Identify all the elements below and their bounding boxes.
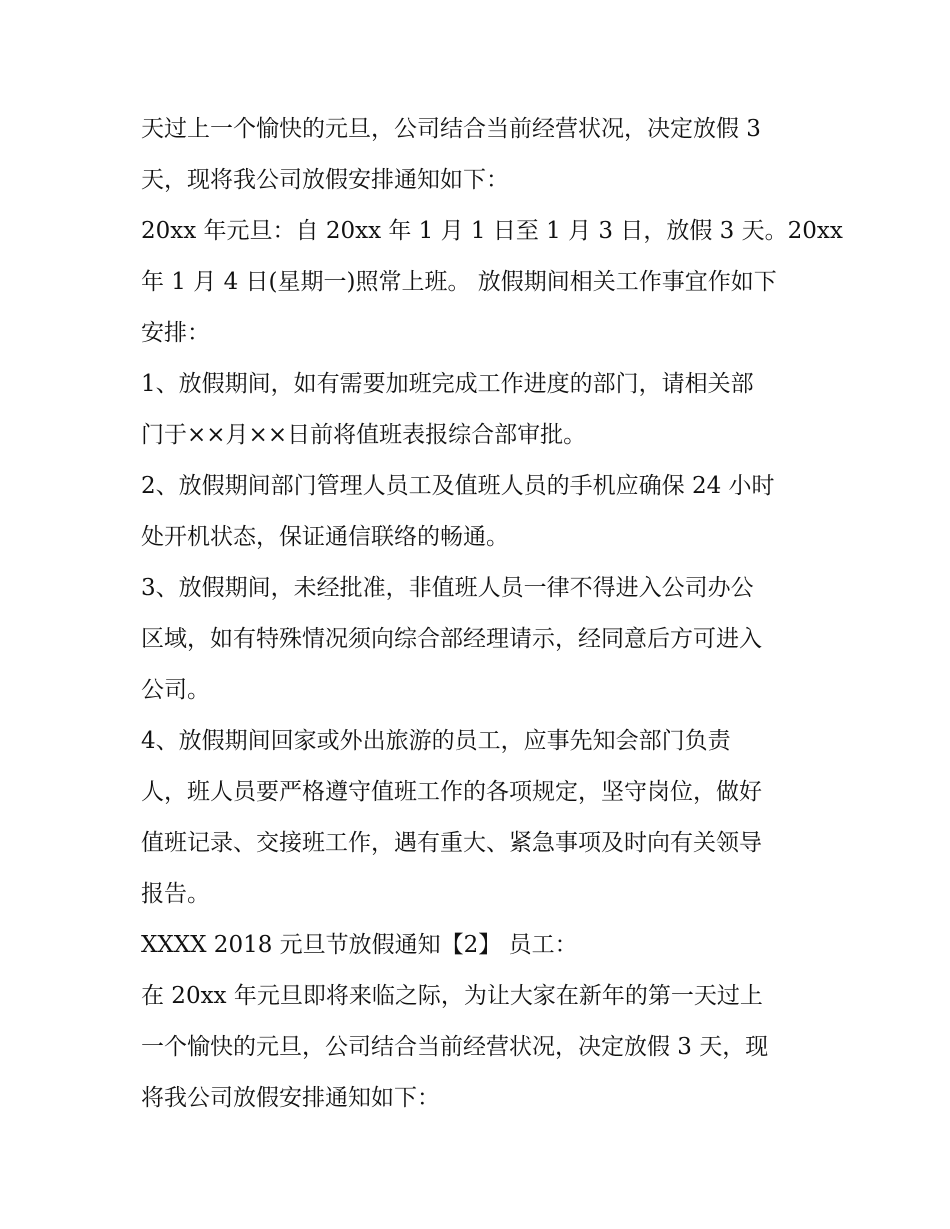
text-line: 报告。	[141, 881, 210, 907]
text-line: 2、放假期间部门管理人员工及值班人员的手机应确保 24 小时	[141, 473, 775, 499]
text-line: 在 20xx 年元旦即将来临之际，为让大家在新年的第一天过上	[141, 983, 763, 1009]
text-line: 区域，如有特殊情况须向综合部经理请示，经同意后方可进入	[141, 626, 762, 652]
text-line: 20xx 年元旦：自 20xx 年 1 月 1 日至 1 月 3 日，放假 3 天。20xx	[141, 218, 843, 244]
text-line: 3、放假期间，未经批准，非值班人员一律不得进入公司办公	[141, 575, 754, 601]
text-line: 年 1 月 4 日(星期一)照常上班。 放假期间相关工作事宜作如下	[141, 269, 777, 295]
section-heading: XXXX 2018 元旦节放假通知【2】 员工：	[141, 932, 578, 958]
text-line: 一个愉快的元旦，公司结合当前经营状况，决定放假 3 天，现	[141, 1034, 769, 1060]
text-line: 安排：	[141, 320, 210, 346]
text-line: 4、放假期间回家或外出旅游的员工，应事先知会部门负责	[141, 728, 731, 754]
text-line: 人，班人员要严格遵守值班工作的各项规定，坚守岗位，做好	[141, 779, 762, 805]
text-line: 门于××月××日前将值班表报综合部审批。	[141, 422, 587, 448]
text-line: 值班记录、交接班工作，遇有重大、紧急事项及时向有关领导	[141, 830, 762, 856]
text-line: 处开机状态，保证通信联络的畅通。	[141, 524, 509, 550]
text-line: 将我公司放假安排通知如下：	[141, 1085, 440, 1111]
text-line: 天，现将我公司放假安排通知如下：	[141, 167, 509, 193]
text-line: 公司。	[141, 677, 210, 703]
document-body	[141, 104, 843, 1124]
text-line: 天过上一个愉快的元旦，公司结合当前经营状况，决定放假 3	[141, 116, 761, 142]
text-line: 1、放假期间，如有需要加班完成工作进度的部门，请相关部	[141, 371, 754, 397]
